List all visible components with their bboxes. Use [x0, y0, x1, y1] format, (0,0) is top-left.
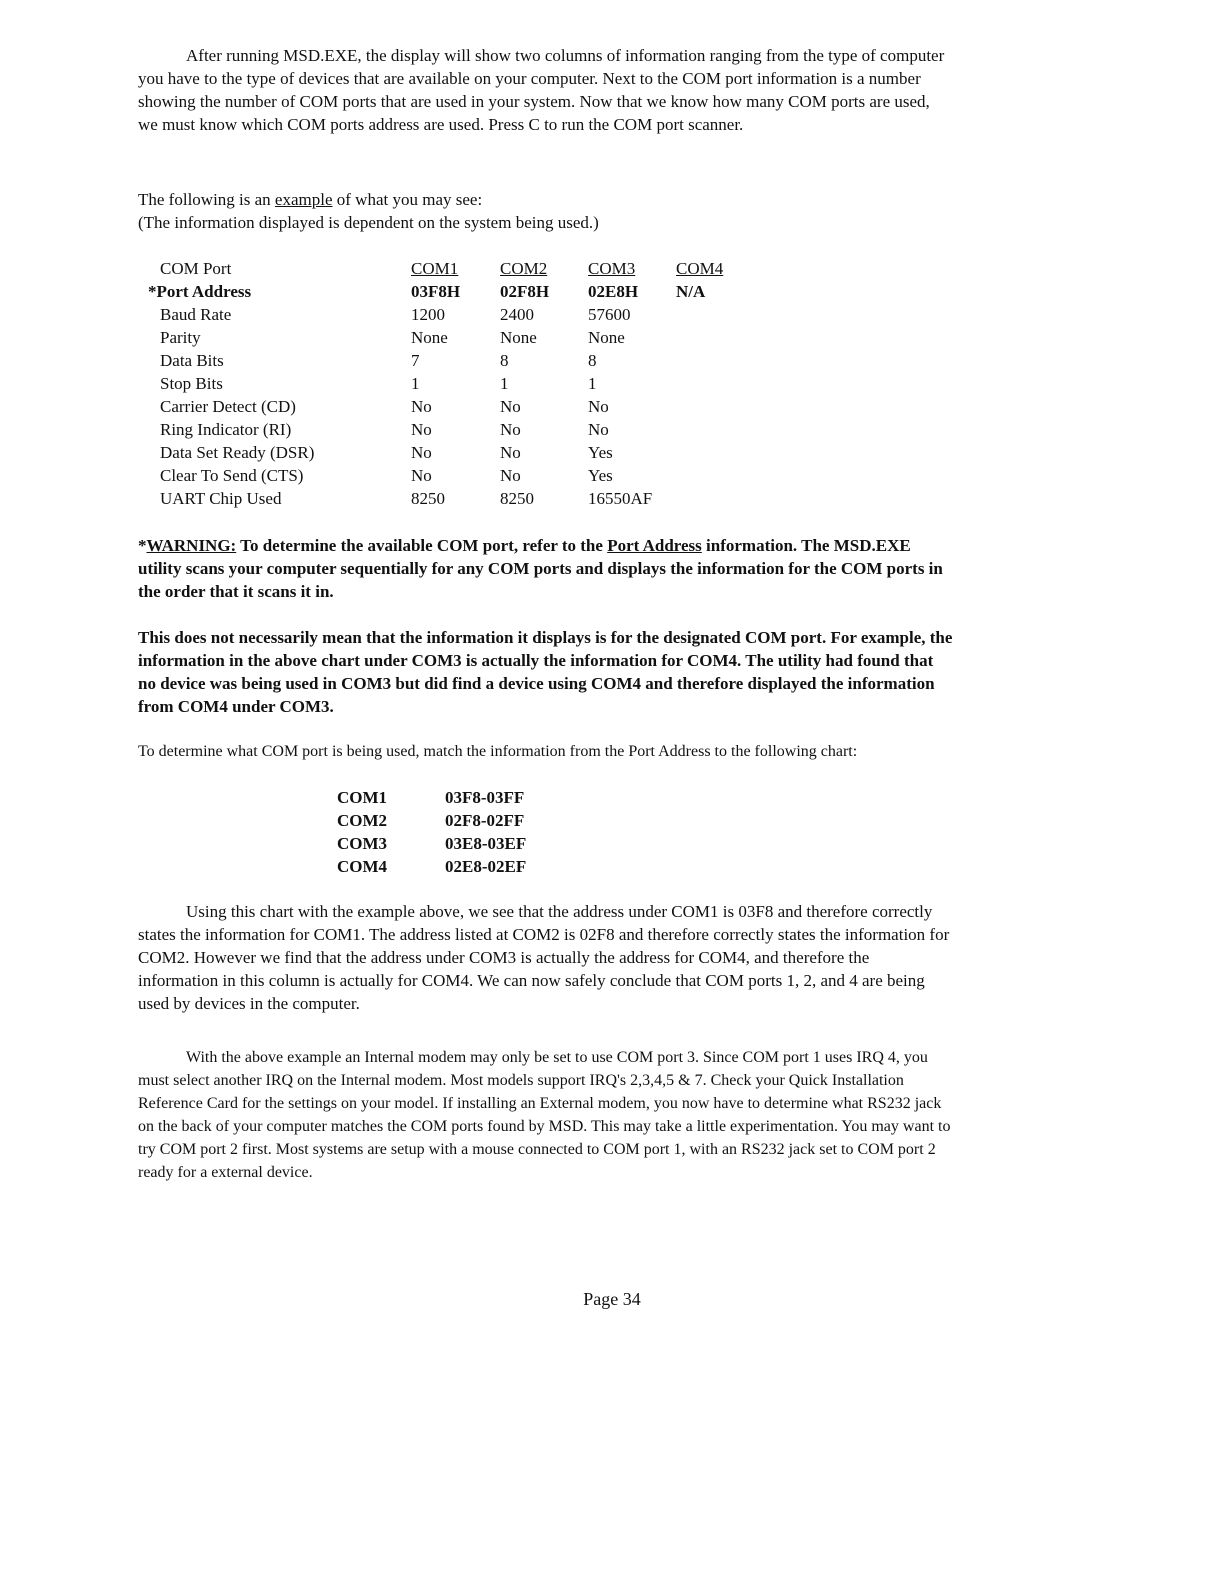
- warning-port-address-term: Port Address: [607, 536, 702, 555]
- com-table-row: [148, 349, 756, 372]
- warning-prefix: *: [138, 536, 147, 555]
- chart-row: [337, 786, 526, 809]
- com-table-row-label: Carrier Detect (CD): [160, 397, 296, 416]
- com-table-cell: 16550AF: [588, 489, 653, 508]
- example-line-before: The following is an: [138, 190, 275, 209]
- chart-port: COM4: [337, 857, 388, 876]
- com-table-cell: No: [500, 420, 521, 439]
- warning-followup-paragraph: This does not necessarily mean that the information it displays is for the designated COM port. For example, the information in the above chart under COM3 is actually the information for COM4. The utility had found that no device was being used in COM3 but did find a device using COM4 and therefore displayed the information from COM4 under COM3.: [138, 628, 953, 716]
- com-table-row: [148, 326, 756, 349]
- com-table-cell: No: [500, 466, 521, 485]
- com-table-cell: 1: [588, 374, 597, 393]
- com-table-cell: Yes: [588, 443, 613, 462]
- example-underlined-word: example: [274, 190, 333, 209]
- com-table-row-label: Stop Bits: [160, 374, 223, 393]
- warning-text-b: information. The MSD.EXE utility scans your computer sequentially for any COM ports and displays the information for the COM ports in the order that it scans it in.: [138, 536, 943, 601]
- com-table-address-row: [148, 280, 756, 303]
- com-table-header-cell: COM3: [588, 259, 636, 278]
- port-address-chart: [337, 786, 526, 878]
- com-table-address-cell: N/A: [676, 282, 706, 301]
- warning-label: WARNING:: [146, 536, 237, 555]
- com-table-row-label: Baud Rate: [160, 305, 232, 324]
- com-table-header-cell: COM1: [411, 259, 459, 278]
- com-table-address-cell: 02F8H: [500, 282, 550, 301]
- determine-port-line: To determine what COM port is being used, match the information from the Port Address to the following chart:: [138, 743, 858, 760]
- com-table-row-label: Data Bits: [160, 351, 224, 370]
- chart-range: 03E8-03EF: [445, 834, 527, 853]
- com-table-row: [148, 372, 756, 395]
- com-table-address-label: *Port Address: [148, 282, 252, 301]
- com-table-cell: 7: [411, 351, 420, 370]
- com-table-row: [148, 395, 756, 418]
- com-table-row-label: Parity: [160, 328, 201, 347]
- com-table-cell: 8250: [411, 489, 445, 508]
- com-table-header-cell: COM4: [676, 259, 724, 278]
- com-table-row-label: Data Set Ready (DSR): [160, 443, 315, 462]
- com-table-cell: No: [588, 420, 609, 439]
- com-table-cell: 1: [500, 374, 509, 393]
- chart-row: [337, 832, 526, 855]
- chart-range: 02E8-02EF: [445, 857, 527, 876]
- page-number: Page 34: [583, 1289, 641, 1309]
- com-table-cell: No: [588, 397, 609, 416]
- com-table-cell: 57600: [588, 305, 631, 324]
- com-table-row: [148, 418, 756, 441]
- com-table-cell: 8250: [500, 489, 534, 508]
- com-table-cell: 8: [500, 351, 509, 370]
- com-table-header-cell: COM2: [500, 259, 548, 278]
- com-table-cell: None: [500, 328, 537, 347]
- chart-row: [337, 809, 526, 832]
- modem-paragraph: With the above example an Internal modem may only be set to use COM port 3. Since COM port 1 uses IRQ 4, you must select another IRQ on the Internal modem. Most models support IRQ's 2,3,4,5 & 7. Check your Quick Installation Reference Card for the settings on your model. If installing an External modem, you now have to determine what RS232 jack on the back of your computer matches the COM ports found by MSD. This may take a little experimentation. You may want to try COM port 2 first. Most systems are setup with a mouse connected to COM port 1, with an RS232 jack set to COM port 2 ready for a external device.: [138, 1049, 951, 1181]
- com-table-cell: No: [500, 397, 521, 416]
- dependent-note: (The information displayed is dependent on the system being used.): [138, 213, 599, 232]
- com-table-row-label: Clear To Send (CTS): [160, 466, 304, 485]
- com-table-row: [148, 441, 756, 464]
- chart-range: 02F8-02FF: [445, 811, 525, 830]
- chart-row: [337, 855, 526, 878]
- chart-port: COM3: [337, 834, 388, 853]
- com-table-cell: No: [500, 443, 521, 462]
- com-table-cell: 1: [411, 374, 420, 393]
- com-table-cell: No: [411, 420, 432, 439]
- com-table-cell: Yes: [588, 466, 613, 485]
- com-table-row: [148, 303, 756, 326]
- com-table-row-label: Ring Indicator (RI): [160, 420, 292, 439]
- com-table-address-cell: 02E8H: [588, 282, 639, 301]
- intro-paragraph: After running MSD.EXE, the display will show two columns of information ranging from the type of computer you have to the type of devices that are available on your computer. Next to the COM port information is a number showing the number of COM ports that are used in your system. Now that we know how many COM ports are used, we must know which COM ports address are used. Press C to run the COM port scanner.: [138, 46, 945, 134]
- example-intro-line: [138, 188, 953, 211]
- com-table-header-label: COM Port: [160, 259, 232, 278]
- com-table-cell: No: [411, 466, 432, 485]
- using-chart-paragraph: Using this chart with the example above, we see that the address under COM1 is 03F8 and therefore correctly states the information for COM1. The address listed at COM2 is 02F8 and therefore correctly states the information for COM2. However we find that the address under COM3 is actually the address for COM4, and therefore the information in this column is actually for COM4. We can now safely conclude that COM ports 1, 2, and 4 are being used by devices in the computer.: [138, 902, 950, 1013]
- com-table-cell: None: [411, 328, 448, 347]
- com-table-row: [148, 487, 756, 510]
- com-table-header-row: [148, 257, 756, 280]
- com-table-cell: No: [411, 397, 432, 416]
- com-table-row-label: UART Chip Used: [160, 489, 282, 508]
- example-line-after: of what you may see:: [332, 190, 483, 209]
- chart-port: COM1: [337, 788, 388, 807]
- com-table-cell: None: [588, 328, 625, 347]
- warning-paragraph: [138, 534, 953, 603]
- com-table-cell: 1200: [411, 305, 445, 324]
- com-table-cell: 2400: [500, 305, 534, 324]
- com-table-cell: No: [411, 443, 432, 462]
- com-table-address-cell: 03F8H: [411, 282, 461, 301]
- warning-text-a: To determine the available COM port, refer to the: [236, 536, 608, 555]
- chart-range: 03F8-03FF: [445, 788, 525, 807]
- chart-port: COM2: [337, 811, 388, 830]
- com-table-row: [148, 464, 756, 487]
- com-table-cell: 8: [588, 351, 597, 370]
- com-port-table: [148, 257, 756, 510]
